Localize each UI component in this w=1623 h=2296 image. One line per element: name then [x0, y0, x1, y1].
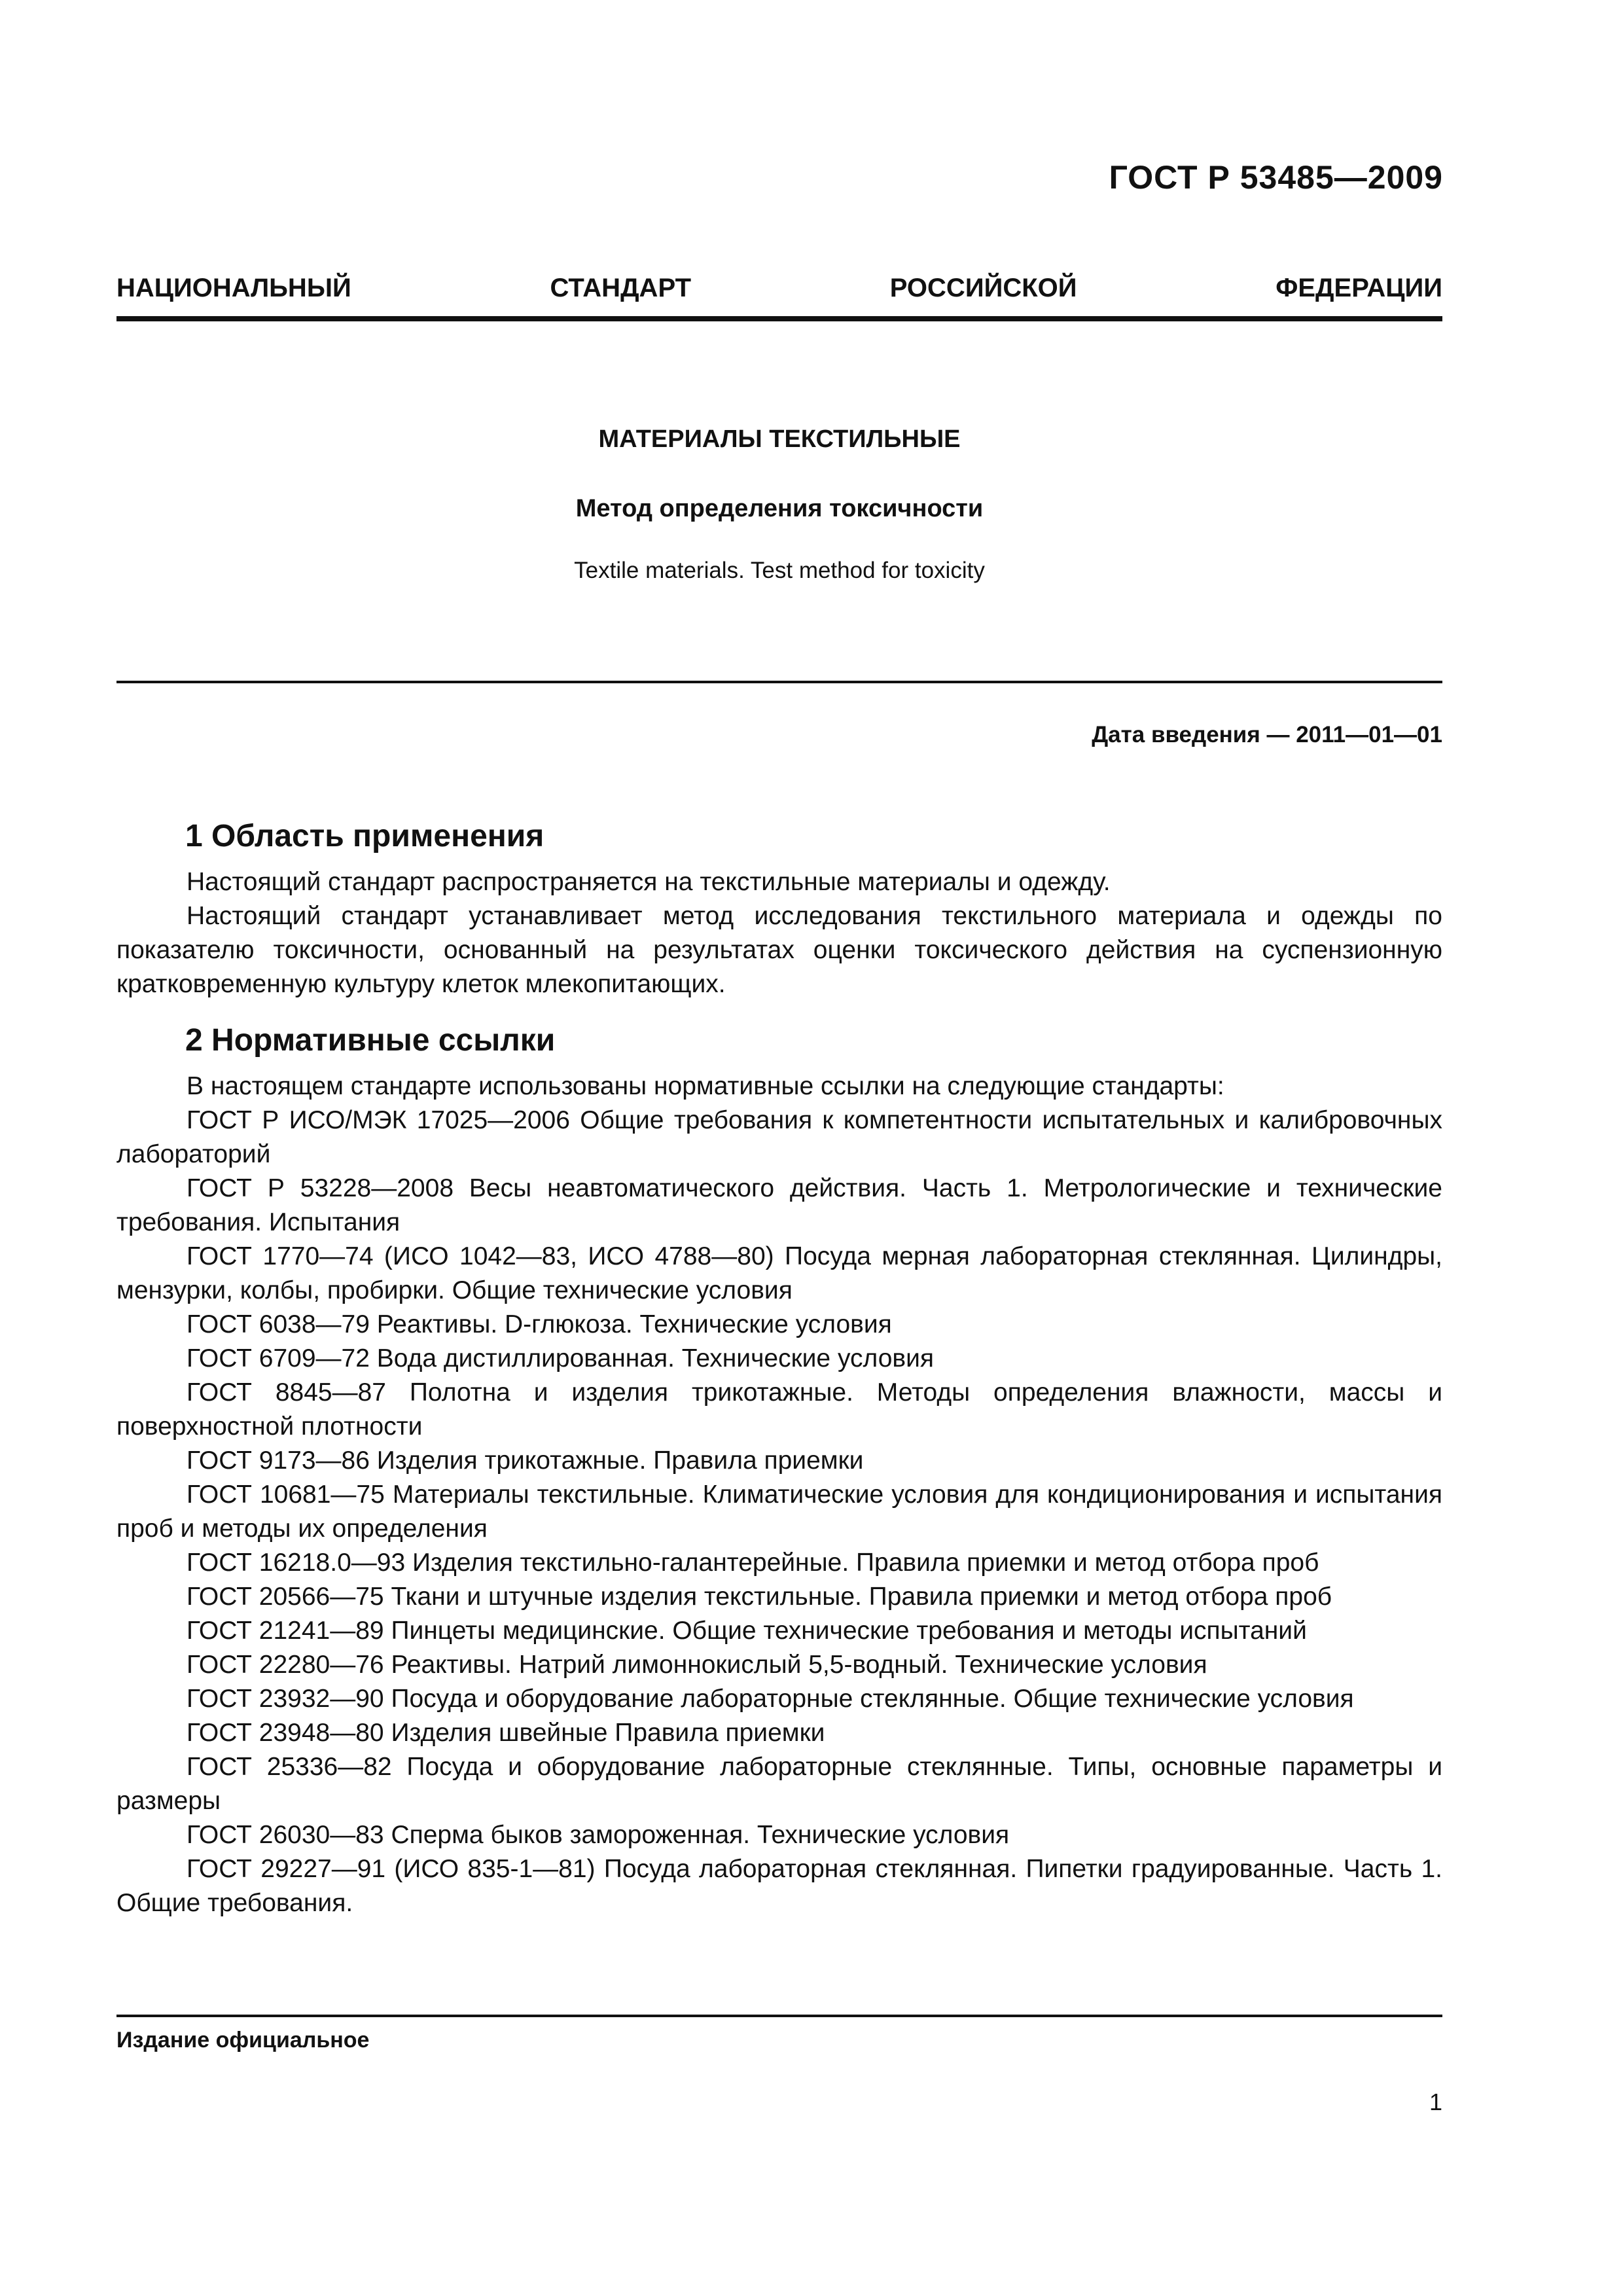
document-subtitle: Метод определения токсичности — [575, 495, 984, 522]
paragraph: Настоящий стандарт устанавливает метод исследования текстильного материала и одежды по показателю токсичности, основанный на результатах оценки токсического действия на суспензионную кратковременную культуру клеток млекопитающих. — [116, 902, 1442, 998]
reference-item: ГОСТ 9173—86 Изделия трикотажные. Правила приемки — [187, 1446, 864, 1475]
reference-list — [116, 1103, 1442, 1920]
title-divider — [116, 681, 1442, 683]
reference-item: ГОСТ 21241—89 Пинцеты медицинские. Общие технические требования и методы испытаний — [187, 1617, 1307, 1645]
reference-item: ГОСТ 8845—87 Полотна и изделия трикотажные. Методы определения влажности, массы и поверхностной плотности — [116, 1378, 1442, 1441]
reference-item: ГОСТ 6709—72 Вода дистиллированная. Технические условия — [187, 1344, 935, 1372]
document-body — [116, 817, 1442, 1920]
reference-item: ГОСТ 10681—75 Материалы текстильные. Климатические условия для кондиционирования и испытания проб и методы их определения — [116, 1480, 1442, 1543]
footer-divider — [116, 2015, 1442, 2017]
document-title: МАТЕРИАЛЫ ТЕКСТИЛЬНЫЕ — [598, 425, 961, 453]
reference-item: ГОСТ 6038—79 Реактивы. D-глюкоза. Технические условия — [187, 1310, 892, 1338]
banner-word: ФЕДЕРАЦИИ — [1275, 274, 1442, 302]
paragraph: Настоящий стандарт распространяется на текстильные материалы и одежду. — [187, 868, 1111, 896]
english-title: Textile materials. Test method for toxicity — [574, 558, 985, 583]
introduction-date: Дата введения — 2011—01—01 — [1092, 722, 1442, 747]
national-standard-banner — [116, 274, 1442, 303]
section-heading: 1 Область применения — [185, 819, 544, 853]
reference-item: ГОСТ 23948—80 Изделия швейные Правила приемки — [187, 1719, 825, 1747]
reference-item: ГОСТ 1770—74 (ИСО 1042—83, ИСО 4788—80) Посуда мерная лабораторная стеклянная. Цилиндры, мензурки, колбы, пробирки. Общие технические условия — [116, 1242, 1442, 1304]
reference-item: ГОСТ Р ИСО/МЭК 17025—2006 Общие требования к компетентности испытательных и калибровочных лабораторий — [116, 1106, 1442, 1168]
document-code: ГОСТ Р 53485—2009 — [1109, 159, 1443, 196]
reference-item: ГОСТ 20566—75 Ткани и штучные изделия текстильные. Правила приемки и метод отбора проб — [187, 1583, 1332, 1611]
paragraph: В настоящем стандарте использованы нормативные ссылки на следующие стандарты: — [187, 1072, 1224, 1100]
official-edition-label: Издание официальное — [116, 2028, 370, 2053]
reference-item: ГОСТ 16218.0—93 Изделия текстильно-галантерейные. Правила приемки и метод отбора проб — [187, 1549, 1319, 1577]
section-heading: 2 Нормативные ссылки — [185, 1023, 556, 1058]
header-divider — [116, 316, 1442, 321]
banner-word: СТАНДАРТ — [550, 274, 692, 302]
reference-item: ГОСТ Р 53228—2008 Весы неавтоматического действия. Часть 1. Метрологические и технические требования. Испытания — [116, 1174, 1442, 1236]
banner-word: НАЦИОНАЛЬНЫЙ — [116, 274, 351, 302]
reference-item: ГОСТ 29227—91 (ИСО 835-1—81) Посуда лабораторная стеклянная. Пипетки градуированные. Часть 1. Общие требования. — [116, 1855, 1442, 1917]
page-number: 1 — [1429, 2089, 1442, 2115]
reference-item: ГОСТ 26030—83 Сперма быков замороженная. Технические условия — [187, 1821, 1010, 1849]
banner-word: РОССИЙСКОЙ — [889, 274, 1077, 302]
reference-item: ГОСТ 25336—82 Посуда и оборудование лабораторные стеклянные. Типы, основные параметры и размеры — [116, 1753, 1442, 1815]
reference-item: ГОСТ 23932—90 Посуда и оборудование лабораторные стеклянные. Общие технические условия — [187, 1685, 1354, 1713]
reference-item: ГОСТ 22280—76 Реактивы. Натрий лимоннокислый 5,5-водный. Технические условия — [187, 1651, 1207, 1679]
